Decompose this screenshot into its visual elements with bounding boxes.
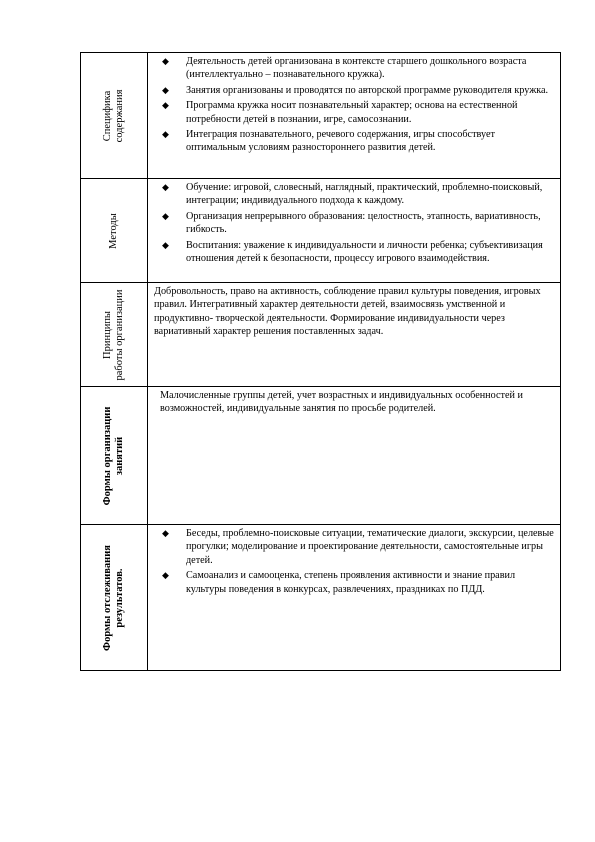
list-item: ◆ Беседы, проблемно-поисковые ситуации, тематические диалоги, экскурсии, целевые прогулки; моделирование и проектирование деятельности, самостоятельные игры детей. [162,528,554,566]
row-content-cell [148,53,561,179]
bullet-list [148,525,560,600]
list-item: ◆ Программа кружка носит познавательный характер; основа на естественной потребности детей в познании, игре, самосознании. [162,100,518,125]
row-content-cell [148,387,561,525]
row-paragraph: Малочисленные группы детей, учет возрастных и индивидуальных особенностей и возможностей, индивидуальные занятия по просьбе родителей. [160,390,523,415]
row-heading: Принципы работы организации [102,288,125,381]
row-content-cell [148,525,561,671]
row-heading: Методы [108,212,119,249]
row-heading: Формы отслеживания результатов. [102,544,125,651]
bullet-icon: ◆ [162,100,169,111]
row-heading-cell [81,53,148,179]
row-heading-cell [81,179,148,283]
list-item: ◆ Самоанализ и самооценка, степень проявления активности и знание правил культуры поведения в конкурсах, развлечениях, праздниках по ПДД. [162,570,516,595]
program-table [80,52,561,671]
list-item: ◆ Обучение: игровой, словесный, наглядный, практический, проблемно-поисковый, интеграции; индивидуального подхода к каждому. [162,182,543,207]
bullet-icon: ◆ [162,210,169,221]
row-heading: Специфика содержания [102,89,125,142]
bullet-icon: ◆ [162,182,169,192]
table-row [81,525,561,671]
row-content-cell [148,179,561,283]
row-content-cell [148,283,561,387]
list-item: ◆ Занятия организованы и проводятся по авторской программе руководителя кружка. [162,84,549,96]
list-item: ◆ Деятельность детей организована в контексте старшего дошкольного возраста (интеллектуально – познавательного кружка). [162,56,527,81]
bullet-list [148,179,560,269]
bullet-icon: ◆ [162,239,169,250]
bullet-list [148,53,560,159]
table-row [81,179,561,283]
bullet-icon: ◆ [162,84,169,95]
row-heading: Формы организации занятий [102,406,125,505]
table-row [81,283,561,387]
list-item: ◆ Интеграция познавательного, речевого содержания, игры способствует оптимальным условиям разностороннего развития детей. [162,129,495,154]
list-item: ◆ Воспитания: уважение к индивидуальности и личности ребенка; субъективизация отношения детей к безопасности, процессу игрового взаимодействия. [162,239,543,265]
row-heading-cell [81,525,148,671]
bullet-icon: ◆ [162,129,169,140]
table-row [81,387,561,525]
row-heading-cell [81,387,148,525]
row-heading-cell [81,283,148,387]
list-item: ◆ Организация непрерывного образования: целостность, этапность, вариативность, гибкость. [162,210,541,236]
bullet-icon: ◆ [162,56,169,66]
table-row [81,53,561,179]
bullet-icon: ◆ [162,570,169,581]
row-paragraph: Добровольность, право на активность, соблюдение правил культуры поведения, игровых правил. Интегративный характер деятельности детей, взаимосвязь умственной и продуктивно- творческой деятельности. Формирование индивидуальности через вариативный характер решения поставленных задач. [154,286,541,338]
bullet-icon: ◆ [162,528,169,538]
